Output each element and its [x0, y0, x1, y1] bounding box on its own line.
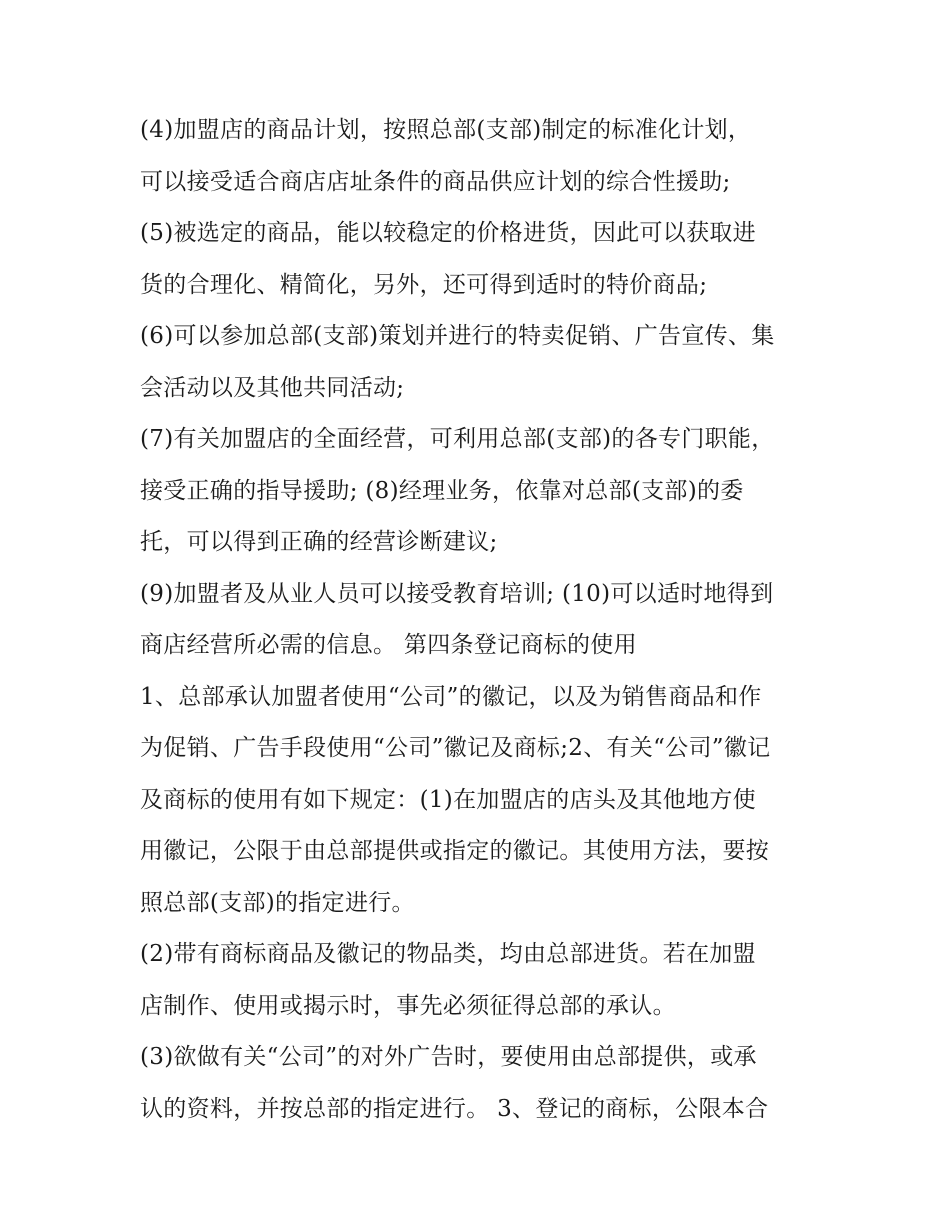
text-line: 可以接受适合商店店址条件的商品供应计划的综合性援助;: [140, 168, 731, 195]
text-line: 货的合理化、精简化，另外，还可得到适时的特价商品;: [140, 271, 708, 298]
text-line: (9)加盟者及从业人员可以接受教育培训; (10)可以适时地得到: [140, 580, 774, 607]
text-line: (7)有关加盟店的全面经营，可利用总部(支部)的各专门职能，: [140, 426, 775, 452]
text-line: 会活动以及其他共同活动;: [140, 374, 405, 401]
text-line: 照总部(支部)的指定进行。: [140, 889, 415, 916]
text-line: (5)被选定的商品，能以较稳定的价格进货，因此可以获取进: [140, 220, 756, 246]
text-line: (6)可以参加总部(支部)策划并进行的特卖促销、广告宣传、集: [140, 323, 775, 349]
text-line: 店制作、使用或揭示时，事先必须征得总部的承认。: [140, 992, 676, 1019]
text-line: (4)加盟店的商品计划，按照总部(支部)制定的标准化计划，: [140, 117, 752, 143]
text-line: 用徽记，公限于由总部提供或指定的徽记。其使用方法，要按: [140, 838, 770, 864]
document-body: [140, 110, 830, 1140]
text-line: (2)带有商标商品及徽记的物品类，均由总部进货。若在加盟: [140, 941, 756, 967]
text-line: 及商标的使用有如下规定：(1)在加盟店的店头及其他地方使: [140, 786, 756, 813]
text-line: 1、总部承认加盟者使用“公司”的徽记，以及为销售商品和作: [140, 683, 762, 710]
text-line: 接受正确的指导援助; (8)经理业务，依靠对总部(支部)的委: [140, 477, 744, 504]
text-line: (3)欲做有关“公司”的对外广告时，要使用由总部提供，或承: [140, 1044, 757, 1070]
text-line: 为促销、广告手段使用“公司”徽记及商标;2、有关“公司”徽记: [140, 735, 771, 761]
text-line: 托，可以得到正确的经营诊断建议;: [140, 529, 498, 555]
text-line: 商店经营所必需的信息。 第四条登记商标的使用: [140, 632, 637, 658]
text-line: 认的资料，并按总部的指定进行。 3、登记的商标，公限本合: [140, 1095, 769, 1122]
